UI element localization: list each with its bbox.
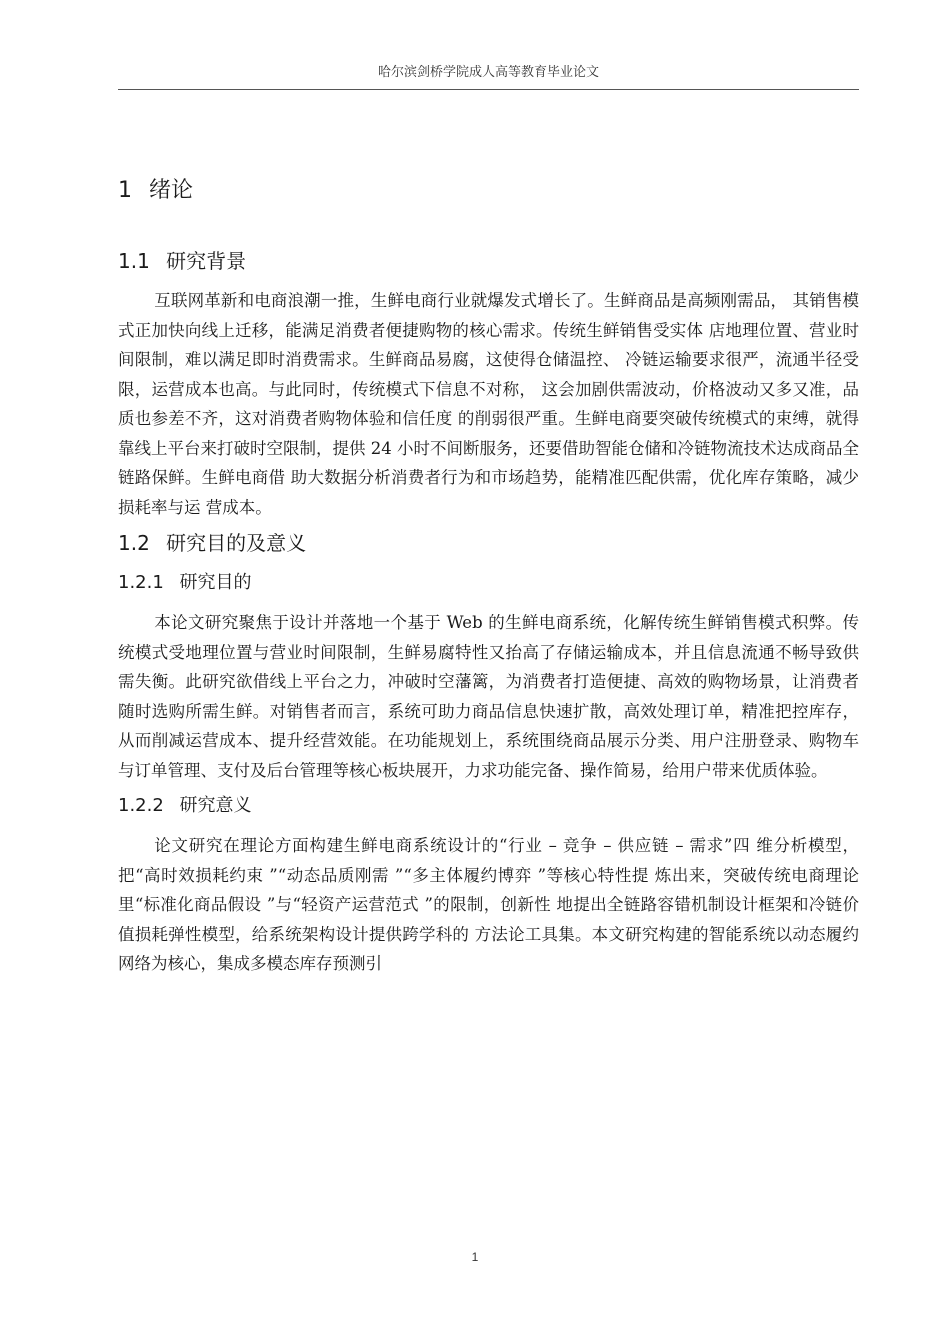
section-title: 研究目的及意义 [166,531,307,555]
paragraph-research-purpose: 本论文研究聚焦于设计并落地一个基于 Web 的生鲜电商系统，化解传统生鲜销售模式积弊。传统模式受地理位置与营业时间限制，生鲜易腐特性又抬高了存储运输成本，并且信息流通不畅导致供需失衡。此研究欲借线上平台之力，冲破时空藩篱，为消费者打造便捷、高效的购物场景，让消费者随时选购所需生鲜。对销售者而言，系统可助力商品信息快速扩散，高效处理订单，精准把控库存，从而削减运营成本、提升经营效能。在功能规划上，系统围绕商品展示分类、用户注册登录、购物车与订单管理、支付及后台管理等核心板块展开，力求功能完备、操作简易，给用户带来优质体验。 [118,613,859,780]
section-title: 研究背景 [166,249,247,273]
chapter-heading [118,176,859,206]
chapter-title: 绪论 [149,178,194,203]
subsection-heading-1-2-1 [118,568,859,598]
page-number: 1 [471,1250,479,1264]
subsection-title: 研究意义 [179,795,252,816]
subsection-number: 1.2.2 [118,795,164,816]
section-heading-1-2 [118,528,859,558]
subsection-title: 研究目的 [179,572,252,593]
section-number: 1.1 [118,249,150,273]
subsection-heading-1-2-2 [118,791,859,821]
chapter-number: 1 [118,178,132,203]
subsection-number: 1.2.1 [118,572,164,593]
paragraph-research-background: 互联网革新和电商浪潮一推，生鲜电商行业就爆发式增长了。生鲜商品是高频刚需品， 其销售模式正加快向线上迁移，能满足消费者便捷购物的核心需求。传统生鲜销售受实体 店地理位置、营业时间限制，难以满足即时消费需求。生鲜商品易腐，这使得仓储温控、 冷链运输要求很严，流通半径受限，运营成本也高。与此同时，传统模式下信息不对称， 这会加剧供需波动，价格波动又多又准，品质也参差不齐，这对消费者购物体验和信任度 的削弱很严重。生鲜电商要突破传统模式的束缚，就得靠线上平台来打破时空限制，提供 24 小时不间断服务，还要借助智能仓储和冷链物流技术达成商品全链路保鲜。生鲜电商借 助大数据分析消费者行为和市场趋势，能精准匹配供需，优化库存策略，减少损耗率与运 营成本。 [118,291,859,517]
section-heading-1-1 [118,246,859,276]
page-header: 哈尔滨剑桥学院成人高等教育毕业论文 [377,65,599,80]
header-divider [118,89,859,90]
section-number: 1.2 [118,531,150,555]
paragraph-research-significance: 论文研究在理论方面构建生鲜电商系统设计的“行业 – 竞争 – 供应链 – 需求”四 维分析模型，把“高时效损耗约束 ”“动态品质刚需 ”“多主体履约博弈 ”等核心特性提 炼出来，突破传统电商理论里“标准化商品假设 ”与“轻资产运营范式 ”的限制，创新性 地提出全链路容错机制设计框架和冷链价值损耗弹性模型，给系统架构设计提供跨学科的 方法论工具集。本文研究构建的智能系统以动态履约网络为核心，集成多模态库存预测引 [118,836,859,973]
page-body [118,170,859,985]
